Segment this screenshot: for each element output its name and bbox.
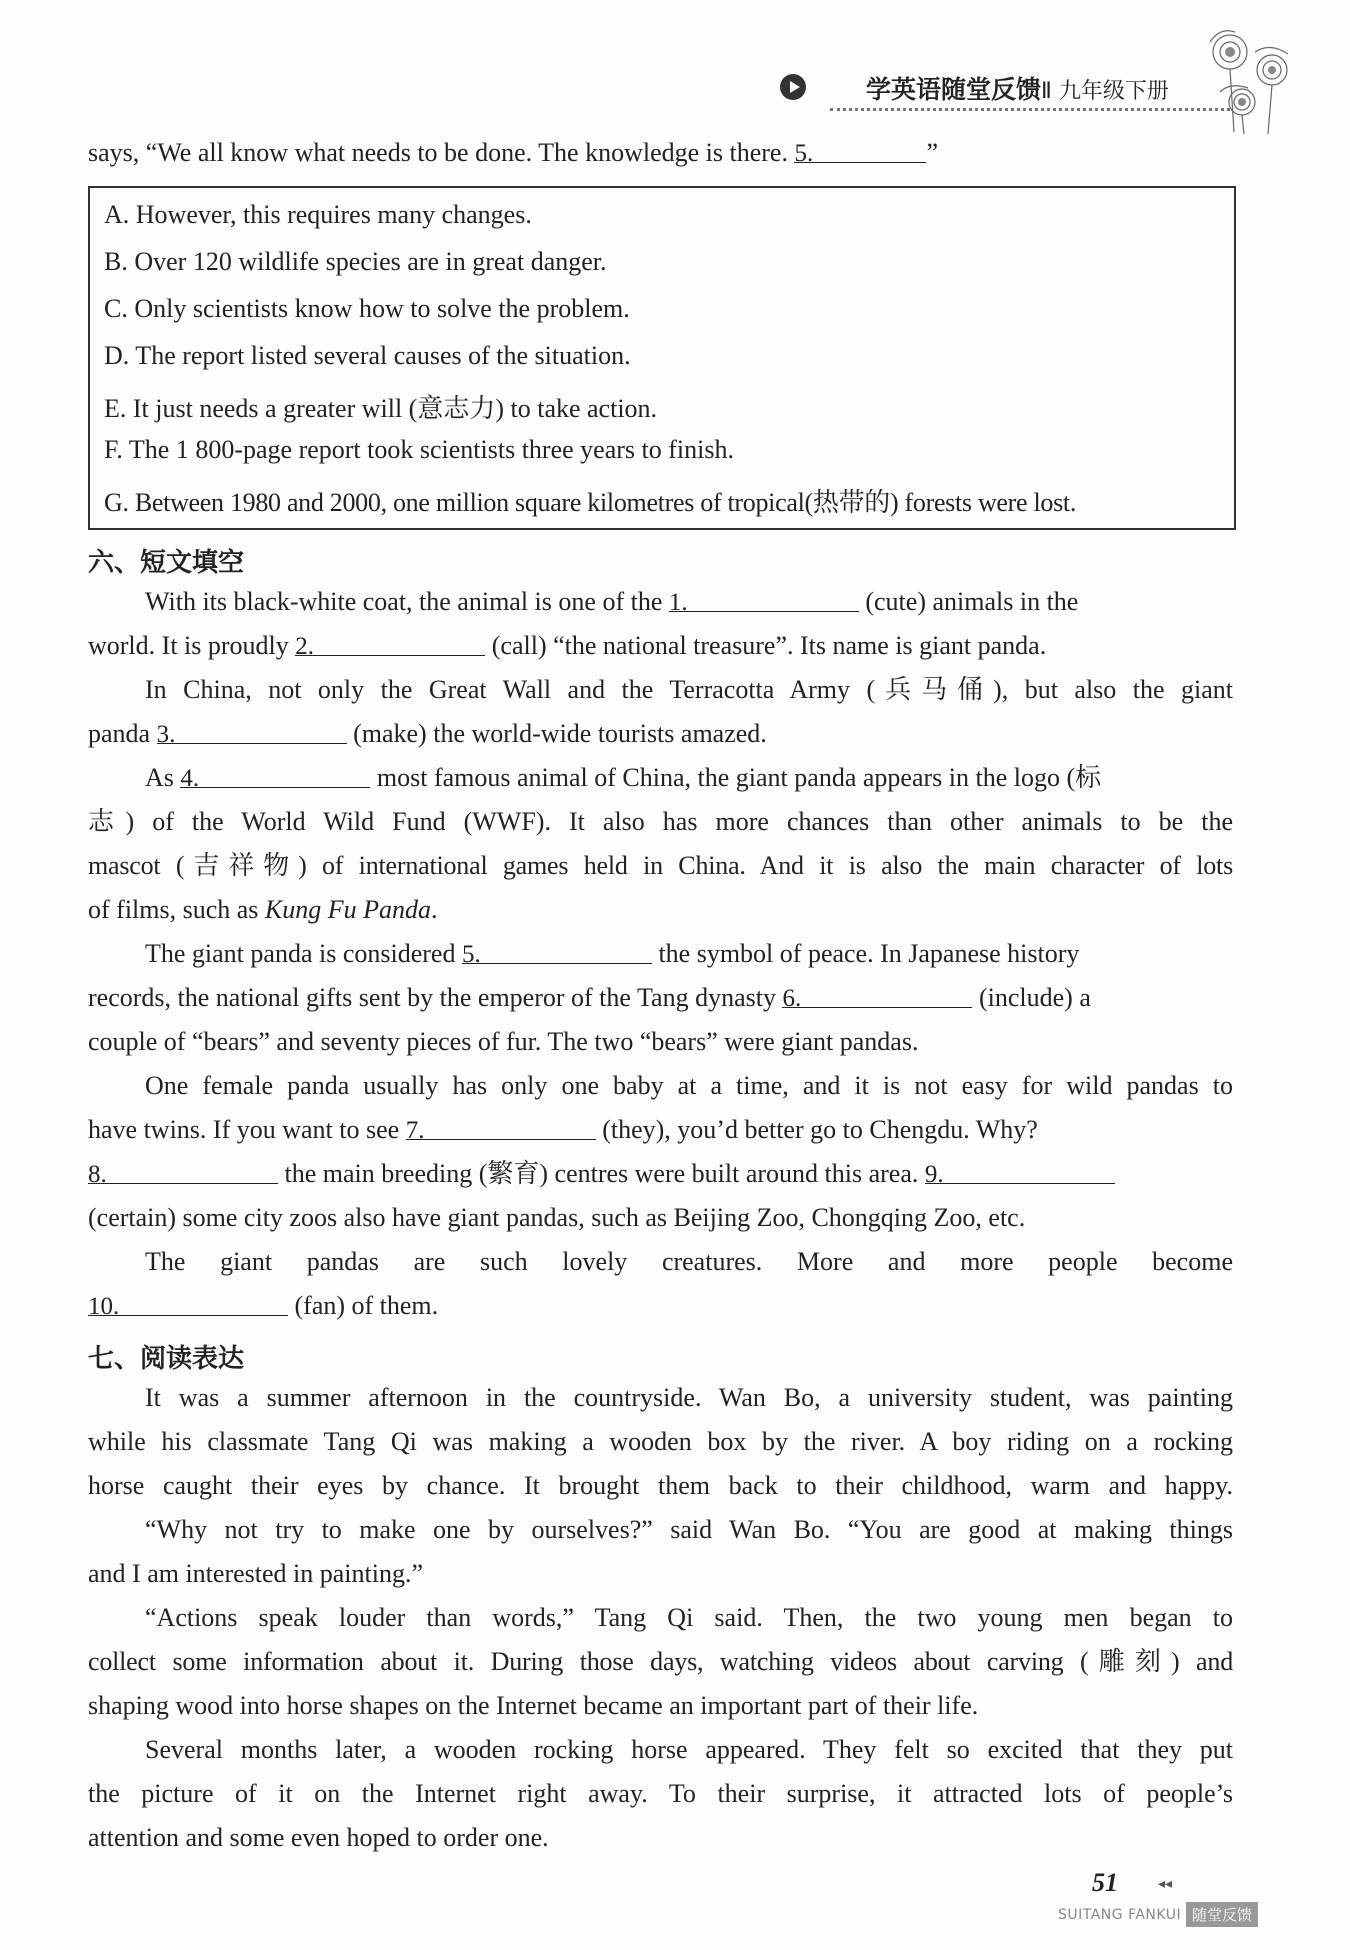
s6-line-15: (certain) some city zoos also have giant pandas, such as Beijing Zoo, Chongqing Zoo, etc.: [88, 1203, 1026, 1232]
s6-line-9: The giant panda is considered 5. the symbol of peace. In Japanese history: [145, 939, 1080, 968]
blank-2[interactable]: 2.: [295, 629, 485, 656]
option-c: C. Only scientists know how to solve the problem.: [104, 294, 630, 323]
s6-line-1: With its black-white coat, the animal is one of the 1. (cute) animals in the: [145, 587, 1079, 616]
option-a: A. However, this requires many changes.: [104, 200, 532, 229]
header-subtitle: Ⅱ 九年级下册: [1041, 79, 1169, 104]
blank-1[interactable]: 1.: [669, 585, 859, 612]
blank-6[interactable]: 6.: [782, 981, 972, 1008]
intro-line: says, “We all know what needs to be done. The knowledge is there. 5. ”: [88, 138, 939, 167]
s6-line-16: The giant pandas are such lovely creatures. More and more people become: [145, 1247, 1233, 1276]
page-header: [780, 68, 1240, 108]
blank-9[interactable]: 9.: [925, 1157, 1115, 1184]
s6-line-7: mascot (吉祥物) of international games held in China. And it is also the main character of lots: [88, 851, 1233, 880]
arrow-left-icon: ◂◂: [1158, 1876, 1173, 1892]
s7-p4-line-3: attention and some even hoped to order one.: [88, 1823, 549, 1852]
option-f: F. The 1 800-page report took scientists three years to finish.: [104, 435, 734, 464]
option-g: G. Between 1980 and 2000, one million square kilometres of tropical(热带的) forests were lost.: [104, 488, 1077, 517]
blank-5[interactable]: 5.: [794, 136, 926, 163]
s7-p1-line-3: horse caught their eyes by chance. It brought them back to their childhood, warm and happy.: [88, 1471, 1233, 1500]
s6-line-11: couple of “bears” and seventy pieces of fur. The two “bears” were giant pandas.: [88, 1027, 919, 1056]
s7-p3-line-2: collect some information about it. During those days, watching videos about carving (雕刻) and: [88, 1647, 1233, 1676]
s7-p2-line-1: “Why not try to make one by ourselves?” said Wan Bo. “You are good at making things: [145, 1515, 1233, 1544]
film-title: Kung Fu Panda: [264, 895, 432, 924]
flower-decoration-icon: [1200, 22, 1310, 137]
s7-p2-line-2: and I am interested in painting.”: [88, 1559, 424, 1588]
footer-english: SUITANG FANKUI: [1058, 1907, 1182, 1923]
section-7-heading: 七、阅读表达: [88, 1344, 245, 1374]
s6-line-5: As 4. most famous animal of China, the giant panda appears in the logo (标: [145, 763, 1102, 792]
option-d: D. The report listed several causes of the situation.: [104, 341, 631, 370]
play-icon: [780, 74, 806, 100]
footer-badge: 随堂反馈: [1186, 1902, 1258, 1927]
blank-7[interactable]: 7.: [406, 1113, 596, 1140]
s6-line-10: records, the national gifts sent by the emperor of the Tang dynasty 6. (include) a: [88, 983, 1091, 1012]
section-6-heading: 六、短文填空: [88, 548, 245, 578]
s6-line-6: 志) of the World Wild Fund (WWF). It also has more chances than other animals to be the: [88, 807, 1233, 836]
blank-10[interactable]: 10.: [88, 1289, 288, 1316]
s6-line-2: world. It is proudly 2. (call) “the national treasure”. Its name is giant panda.: [88, 631, 1047, 660]
blank-5b[interactable]: 5.: [462, 937, 652, 964]
s7-p4-line-1: Several months later, a wooden rocking horse appeared. They felt so excited that they put: [145, 1735, 1233, 1764]
s7-p1-line-2: while his classmate Tang Qi was making a wooden box by the river. A boy riding on a rocking: [88, 1427, 1233, 1456]
s6-line-17: 10. (fan) of them.: [88, 1291, 439, 1320]
s6-line-14: 8. the main breeding (繁育) centres were built around this area. 9.: [88, 1157, 1115, 1191]
s7-p1-line-1: It was a summer afternoon in the countryside. Wan Bo, a university student, was painting: [145, 1383, 1233, 1412]
blank-8[interactable]: 8.: [88, 1157, 278, 1184]
s7-p3-line-1: “Actions speak louder than words,” Tang Qi said. Then, the two young men began to: [145, 1603, 1233, 1632]
s6-line-13: have twins. If you want to see 7. (they), you’d better go to Chengdu. Why?: [88, 1115, 1038, 1144]
blank-4[interactable]: 4.: [180, 761, 370, 788]
header-divider: [830, 108, 1230, 111]
s6-line-8: of films, such as Kung Fu Panda.: [88, 895, 438, 924]
s6-line-4: panda 3. (make) the world-wide tourists amazed.: [88, 719, 767, 748]
option-b: B. Over 120 wildlife species are in great danger.: [104, 247, 607, 276]
s7-p4-line-2: the picture of it on the Internet right away. To their surprise, it attracted lots of people’s: [88, 1779, 1233, 1808]
s6-line-12: One female panda usually has only one baby at a time, and it is not easy for wild pandas to: [145, 1071, 1233, 1100]
s7-p3-line-3: shaping wood into horse shapes on the Internet became an important part of their life.: [88, 1691, 979, 1720]
options-box: [88, 186, 1236, 530]
page-number: 51: [1092, 1868, 1118, 1897]
s6-line-3: In China, not only the Great Wall and the Terracotta Army (兵马俑), but also the giant: [145, 675, 1233, 704]
header-title: 学英语随堂反馈Ⅱ 九年级下册: [866, 75, 1169, 104]
blank-3[interactable]: 3.: [157, 717, 347, 744]
option-e: E. It just needs a greater will (意志力) to take action.: [104, 394, 658, 423]
